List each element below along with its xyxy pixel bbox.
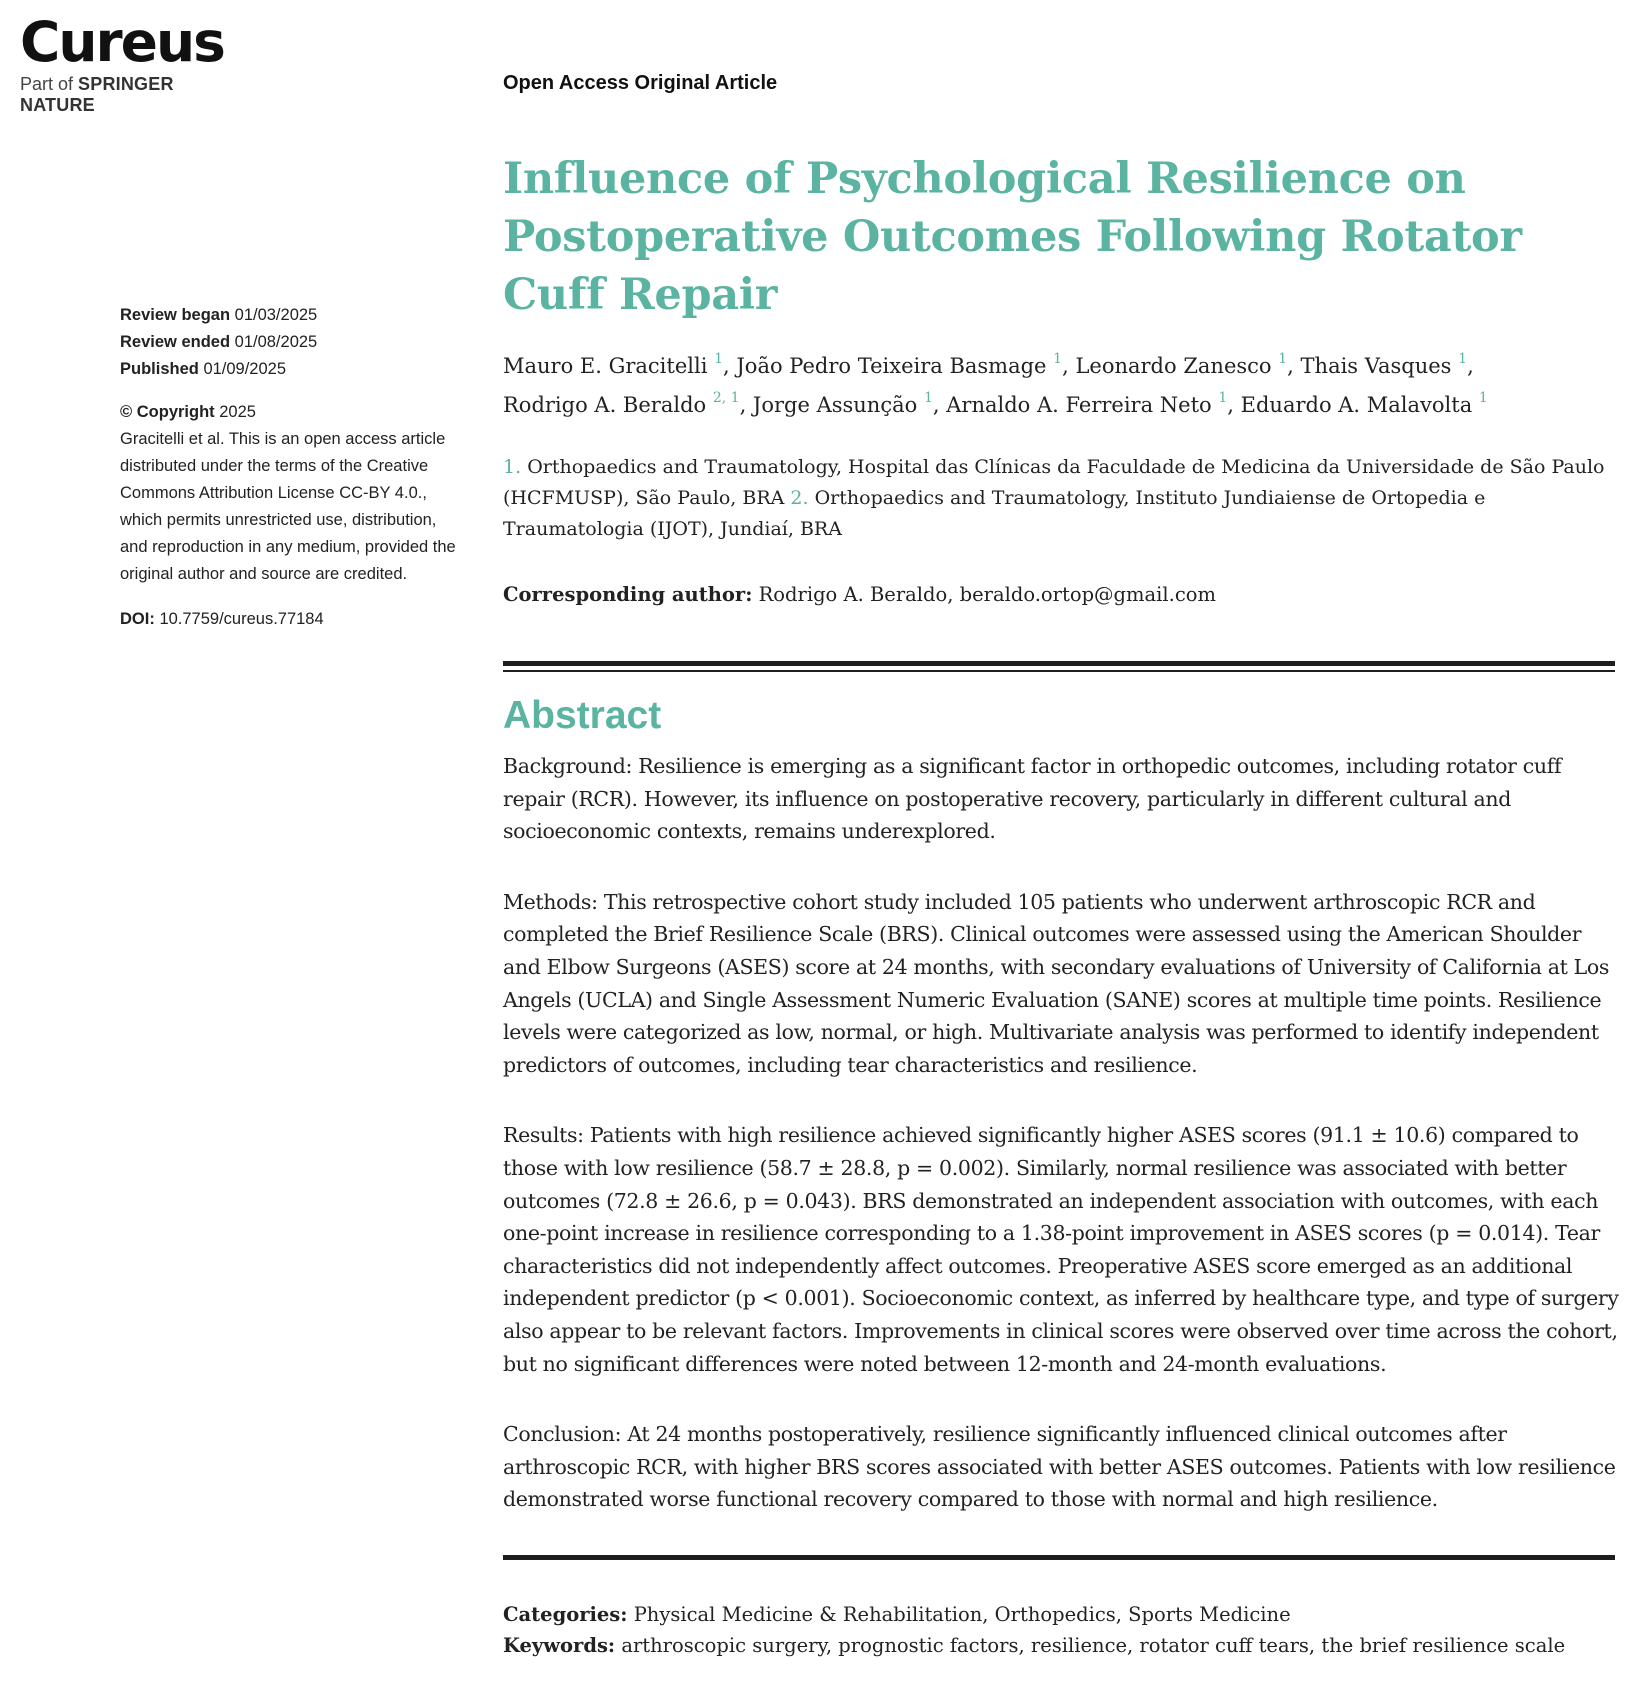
abstract-background: Background: Resilience is emerging as a significant factor in orthopedic outcomes, including rotator cuff repair (RCR). However, its influence on postoperative recovery, particularly in different cultural and socioeconomic contexts, remains underexplored. [503,754,1562,844]
published-label: Published [120,360,199,378]
logo-publisher: SPRINGER NATURE [20,74,174,115]
article-title: Influence of Psychological Resilience on Postoperative Outcomes Following Rotator Cuff Repair [503,154,1522,320]
corresponding-author [503,583,1216,606]
affiliation-number: 2. [790,487,809,509]
copyright-year: 2025 [219,403,256,421]
abstract-body [503,750,1621,1554]
affiliations [503,452,1615,545]
article-meta [503,1599,1615,1661]
author-affiliation-ref: 1 [1278,351,1288,367]
logo-tagline [20,74,250,116]
review-began-row [120,302,460,329]
article-sidebar [120,302,460,633]
abstract-methods: Methods: This retrospective cohort study included 105 patients who underwent arthroscopic RCR and completed the Brief Resilience Scale (BRS). Clinical outcomes were assessed using the American Shoulder and Elbow Surgeons (ASES) score at 24 months, with secondary evaluations of University of California at Los Angels (UCLA) and Single Assessment Numeric Evaluation (SANE) scores at multiple time points. Resilience levels were categorized as low, normal, or high. Multivariate analysis was performed to identify independent predictors of outcomes, including tear characteristics and resilience. [503,889,1610,1077]
published-row [120,356,460,383]
published-date: 01/09/2025 [203,360,287,378]
author-affiliation-ref: 1 [1053,351,1063,367]
author-name[interactable]: Eduardo A. Malavolta [1240,393,1473,417]
author-name[interactable]: Thais Vasques [1300,354,1452,378]
doi-row [120,606,460,633]
keywords-label: Keywords: [503,1634,616,1657]
review-began-label: Review began [120,306,231,324]
cureus-logo[interactable] [20,6,250,116]
author-affiliation-ref: 2, 1 [712,390,740,406]
logo-wordmark: Cureus [20,10,224,74]
doi-label: DOI: [120,610,155,628]
categories-label: Categories: [503,1603,628,1626]
author-name[interactable]: João Pedro Teixeira Basmage [736,354,1047,378]
section-divider [503,670,1615,672]
author-name[interactable]: Rodrigo A. Beraldo [503,393,707,417]
keywords-value: arthroscopic surgery, prognostic factors, resilience, rotator cuff tears, the brief resilience scale [621,1634,1566,1657]
affiliation-text: Orthopaedics and Traumatology, Instituto Jundiaiense de Ortopedia e Traumatologia (IJOT), Jundiaí, BRA [503,487,1486,540]
author-affiliation-ref: 1 [1458,351,1468,367]
doi-link[interactable]: 10.7759/cureus.77184 [159,610,324,628]
section-divider [503,661,1615,666]
categories-value[interactable]: Physical Medicine & Rehabilitation, Orthopedics, Sports Medicine [633,1603,1291,1626]
abstract-results: Results: Patients with high resilience achieved significantly higher ASES scores (91.1 ± 10.6) compared to those with low resilience (58.7 ± 28.8, p = 0.002). Similarly, normal resilience was associated with better outcomes (72.8 ± 26.6, p = 0.043). BRS demonstrated an independent association with outcomes, with each one-point increase in resilience corresponding to a 1.38-point improvement in ASES scores (p = 0.014). Tear characteristics did not independently affect outcomes. Preoperative ASES score emerged as an additional independent predictor (p < 0.001). Socioeconomic context, as inferred by healthcare type, and type of surgery also appear to be relevant factors. Improvements in clinical scores were observed over time across the cohort, but no significant differences were noted between 12-month and 24-month evaluations. [503,1123,1619,1376]
copyright-label: © Copyright [120,403,215,421]
article-type: Open Access Original Article [503,72,778,94]
keywords-row [503,1630,1615,1661]
author-name[interactable]: Jorge Assunção [752,393,918,417]
categories-row [503,1599,1615,1630]
author-affiliation-ref: 1 [714,351,724,367]
review-ended-date: 01/08/2025 [234,333,318,351]
affiliation-number: 1. [503,456,522,478]
author-name[interactable]: Leonardo Zanesco [1075,354,1272,378]
review-ended-row [120,329,460,356]
abstract-heading: Abstract [503,694,662,737]
author-list: Mauro E. Gracitelli $^1$, João Pedro Teixeira Basmage $^1$, Leonardo Zanesco $^1$, Thais Vasques $^1$, Rodrigo A. Beraldo $^{2, 1}$, Jorge Assunção $^1$, Arnaldo A. Ferreira Neto $^1$, Eduardo A. Malavolta $^1$ [503,351,1488,417]
copyright-block [120,399,460,588]
affiliation-text: Orthopaedics and Traumatology, Hospital das Clínicas da Faculdade de Medicina da Universidade de São Paulo (HCFMUSP), São Paulo, BRA [503,456,1605,509]
author-affiliation-ref: 1 [923,390,933,406]
section-divider [503,1555,1615,1560]
copyright-text: Gracitelli et al. This is an open access article distributed under the terms of the Creative Commons Attribution License CC-BY 4.0., which permits unrestricted use, distribution, and reproduction in any medium, provided the original author and source are credited. [120,430,456,583]
author-name[interactable]: Mauro E. Gracitelli [503,354,708,378]
corresponding-contact[interactable]: Rodrigo A. Beraldo, beraldo.ortop@gmail.com [758,583,1216,606]
author-affiliation-ref: 1 [1478,390,1488,406]
review-began-date: 01/03/2025 [234,306,318,324]
author-affiliation-ref: 1 [1218,390,1228,406]
author-name[interactable]: Arnaldo A. Ferreira Neto [946,393,1212,417]
review-ended-label: Review ended [120,333,231,351]
corresponding-label: Corresponding author: [503,583,753,606]
abstract-conclusion: Conclusion: At 24 months postoperatively, resilience significantly influenced clinical outcomes after arthroscopic RCR, with higher BRS scores associated with better ASES outcomes. Patients with low resilience demonstrated worse functional recovery compared to those with normal and high resilience. [503,1422,1616,1512]
logo-part-of: Part of [20,74,74,94]
